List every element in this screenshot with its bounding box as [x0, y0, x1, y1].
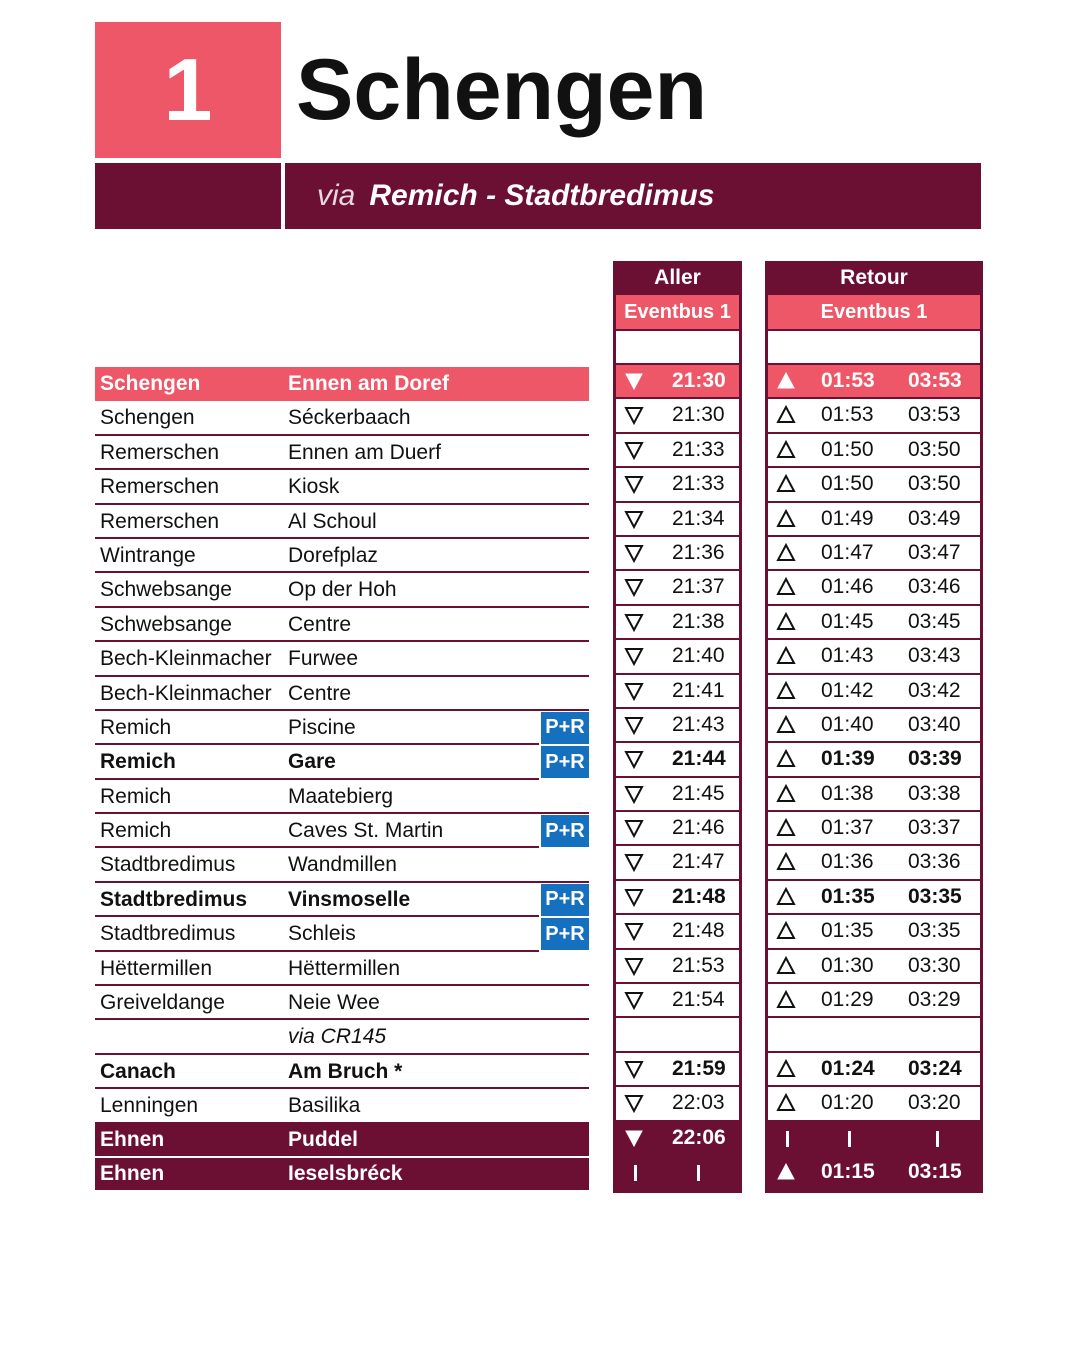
aller-subtitle: Eventbus 1: [616, 295, 739, 329]
park-and-ride-badge: P+R: [541, 884, 589, 916]
retour-time-2: 03:42: [908, 678, 961, 702]
stop-town: Remich: [100, 819, 172, 843]
aller-time-row: [616, 571, 739, 603]
retour-time-row: [768, 778, 980, 810]
aller-column: [613, 261, 742, 1193]
stop-name: Ennen am Doref: [288, 372, 450, 395]
stop-town: Remich: [100, 750, 176, 774]
stop-row: [95, 505, 589, 539]
aller-time-row: [616, 537, 739, 569]
retour-time-1: 01:50: [821, 472, 874, 496]
triangle-up-icon: [776, 405, 796, 425]
retour-time-2: 03:53: [908, 403, 961, 427]
stop-name: Gare: [288, 750, 336, 774]
aller-time: 21:41: [672, 678, 725, 702]
retour-time-row: [768, 640, 980, 672]
triangle-up-icon: [776, 1059, 796, 1079]
triangle-down-icon: [624, 646, 644, 666]
via-band: [285, 163, 981, 229]
aller-time: 21:48: [672, 919, 725, 943]
retour-time-2: 03:35: [908, 884, 962, 908]
aller-time: 22:03: [672, 1091, 725, 1115]
triangle-up-icon: [776, 1162, 796, 1182]
aller-time: 21:30: [672, 369, 726, 392]
triangle-down-icon: [624, 371, 644, 391]
aller-time-row: [616, 434, 739, 466]
stop-name: Furwee: [288, 647, 359, 671]
stop-row: [95, 573, 589, 607]
stop-row: [95, 780, 589, 814]
stop-name: Neie Wee: [288, 991, 380, 1015]
retour-time-row: [768, 915, 980, 947]
aller-time: 21:40: [672, 644, 725, 668]
pass-bar: [936, 1131, 939, 1147]
triangle-up-icon: [776, 681, 796, 701]
triangle-up-icon: [776, 715, 796, 735]
aller-time: 21:43: [672, 712, 725, 736]
stop-name: Piscine: [288, 715, 356, 739]
triangle-up-icon: [776, 818, 796, 838]
retour-time-row: [768, 571, 980, 603]
stop-name: Am Bruch *: [288, 1059, 403, 1083]
aller-time: 21:59: [672, 1056, 726, 1080]
retour-time-2: 03:50: [908, 437, 961, 461]
aller-time-row: [616, 709, 739, 741]
header-band-left: [95, 163, 281, 229]
retour-time-2: 03:49: [908, 506, 961, 530]
aller-time-row: [616, 984, 739, 1016]
aller-time: 21:37: [672, 575, 725, 599]
aller-time-row: [616, 640, 739, 672]
stop-name: Séckerbaach: [288, 406, 411, 430]
aller-time: 21:47: [672, 850, 725, 874]
retour-time-row: [768, 812, 980, 844]
stop-town: Remerschen: [100, 440, 220, 464]
stop-row: [95, 1055, 589, 1089]
triangle-up-icon: [776, 646, 796, 666]
retour-time-1: 01:30: [821, 953, 874, 977]
triangle-down-icon: [624, 405, 644, 425]
stop-name: Caves St. Martin: [288, 819, 444, 843]
stop-row: [95, 539, 589, 573]
stop-name: Wandmillen: [288, 853, 397, 877]
retour-time-1: 01:24: [821, 1056, 875, 1080]
retour-time-1: 01:39: [821, 747, 875, 771]
aller-time-row: [616, 915, 739, 947]
triangle-up-icon: [776, 990, 796, 1010]
retour-time-1: 01:29: [821, 988, 874, 1012]
triangle-down-icon: [624, 749, 644, 769]
aller-time-row: [616, 399, 739, 431]
retour-time-2: 03:24: [908, 1056, 962, 1080]
retour-time-2: 03:46: [908, 575, 961, 599]
stop-town: Schengen: [100, 372, 201, 395]
stop-row: [95, 1089, 589, 1123]
retour-time-2: 03:35: [908, 919, 961, 943]
stop-town: Remich: [100, 715, 172, 739]
retour-time-1: 01:40: [821, 712, 874, 736]
stop-town: Remich: [100, 784, 172, 808]
retour-time-1: 01:37: [821, 816, 874, 840]
aller-time-row: [616, 812, 739, 844]
aller-time: 21:34: [672, 506, 725, 530]
via-route: Remich - Stadtbredimus: [369, 179, 715, 212]
aller-time: 21:36: [672, 540, 725, 564]
stop-row: [95, 952, 589, 986]
pass-bar: [848, 1131, 851, 1147]
retour-time-row: [768, 1156, 980, 1188]
retour-time-1: 01:45: [821, 609, 874, 633]
retour-time-1: 01:15: [821, 1159, 875, 1183]
triangle-up-icon: [776, 612, 796, 632]
stop-row: [95, 608, 589, 642]
triangle-down-icon: [624, 852, 644, 872]
retour-time-row: [768, 846, 980, 878]
stop-town: Remerschen: [100, 475, 220, 499]
triangle-down-icon: [624, 818, 644, 838]
stop-row: [95, 1124, 589, 1156]
park-and-ride-badge: P+R: [541, 918, 589, 950]
stop-row: [95, 1020, 589, 1054]
aller-title: Aller: [654, 266, 701, 289]
stop-row: [95, 814, 589, 848]
retour-time-1: 01:42: [821, 678, 874, 702]
triangle-up-icon: [776, 577, 796, 597]
stop-row: [95, 367, 589, 401]
aller-time-row: [616, 468, 739, 500]
triangle-up-icon: [776, 852, 796, 872]
triangle-down-icon: [624, 784, 644, 804]
triangle-up-icon: [776, 887, 796, 907]
pass-bar: [634, 1165, 637, 1181]
stop-town: Ehnen: [100, 1127, 165, 1151]
retour-time-2: 03:38: [908, 781, 961, 805]
triangle-up-icon: [776, 1093, 796, 1113]
stop-name: Op der Hoh: [288, 578, 397, 602]
aller-time-row: [616, 881, 739, 913]
stop-town: Schwebsange: [100, 612, 232, 636]
triangle-down-icon: [624, 509, 644, 529]
stop-row: [95, 711, 589, 745]
retour-time-row: [768, 434, 980, 466]
triangle-down-icon: [624, 1059, 644, 1079]
triangle-down-icon: [624, 543, 644, 563]
stops-list: [95, 367, 589, 1192]
triangle-up-icon: [776, 474, 796, 494]
aller-time: 21:33: [672, 472, 725, 496]
retour-time-2: 03:20: [908, 1091, 961, 1115]
aller-time: 22:06: [672, 1125, 726, 1149]
stop-town: Schengen: [100, 406, 195, 430]
triangle-up-icon: [776, 956, 796, 976]
pass-bar: [786, 1131, 789, 1147]
aller-time-row: [616, 1122, 739, 1154]
retour-time-1: 01:53: [821, 369, 875, 392]
stop-row: [95, 401, 589, 435]
triangle-down-icon: [624, 921, 644, 941]
retour-time-1: 01:53: [821, 403, 874, 427]
aller-time-row: [616, 778, 739, 810]
retour-time-1: 01:35: [821, 884, 875, 908]
aller-time: 21:38: [672, 609, 725, 633]
aller-time: 21:46: [672, 816, 725, 840]
retour-time-row: [768, 365, 980, 397]
aller-time-row: [616, 1018, 739, 1050]
stop-town: Greiveldange: [100, 991, 225, 1015]
retour-time-row: [768, 743, 980, 775]
retour-column: [765, 261, 983, 1193]
retour-time-row: [768, 881, 980, 913]
retour-time-row: [768, 1087, 980, 1119]
triangle-down-icon: [624, 681, 644, 701]
retour-time-row: [768, 984, 980, 1016]
retour-time-row: [768, 1122, 980, 1154]
retour-time-2: 03:53: [908, 369, 962, 392]
aller-time-row: [616, 743, 739, 775]
retour-time-1: 01:50: [821, 437, 874, 461]
retour-time-row: [768, 606, 980, 638]
stop-row: [95, 1158, 589, 1190]
stop-row: [95, 986, 589, 1020]
triangle-up-icon: [776, 921, 796, 941]
triangle-down-icon: [624, 1093, 644, 1113]
stop-town: Bech-Kleinmacher: [100, 647, 272, 671]
stop-name: Ennen am Duerf: [288, 440, 441, 464]
retour-time-2: 03:43: [908, 644, 961, 668]
aller-time-row: [616, 1087, 739, 1119]
triangle-down-icon: [624, 1128, 644, 1148]
aller-time: 21:30: [672, 403, 725, 427]
retour-time-1: 01:49: [821, 506, 874, 530]
retour-time-row: [768, 709, 980, 741]
aller-time: 21:44: [672, 747, 726, 771]
stop-town: Canach: [100, 1059, 176, 1083]
stop-name: Ieselsbréck: [288, 1161, 403, 1185]
triangle-down-icon: [624, 577, 644, 597]
stop-row: [95, 917, 589, 951]
pass-bar: [697, 1165, 700, 1181]
stop-name: Centre: [288, 612, 352, 636]
retour-time-row: [768, 537, 980, 569]
stop-name: Al Schoul: [288, 509, 377, 533]
retour-time-2: 03:40: [908, 712, 961, 736]
triangle-up-icon: [776, 749, 796, 769]
park-and-ride-badge: P+R: [541, 746, 589, 778]
aller-time-row: [616, 950, 739, 982]
retour-time-row: [768, 1018, 980, 1050]
retour-time-2: 03:37: [908, 816, 961, 840]
triangle-down-icon: [624, 990, 644, 1010]
retour-times: [765, 365, 983, 1188]
retour-time-2: 03:36: [908, 850, 961, 874]
stop-row: [95, 883, 589, 917]
retour-time-1: 01:35: [821, 919, 874, 943]
retour-time-row: [768, 468, 980, 500]
aller-blank: [616, 331, 739, 363]
triangle-down-icon: [624, 612, 644, 632]
retour-time-row: [768, 399, 980, 431]
retour-time-1: 01:46: [821, 575, 874, 599]
retour-time-row: [768, 503, 980, 535]
stop-row: [95, 436, 589, 470]
stop-town: Schwebsange: [100, 578, 232, 602]
aller-time: 21:33: [672, 437, 725, 461]
aller-time-row: [616, 1053, 739, 1085]
stop-name: Vinsmoselle: [288, 887, 411, 911]
stop-row: [95, 470, 589, 504]
triangle-up-icon: [776, 784, 796, 804]
via-label: via: [317, 179, 356, 212]
retour-time-1: 01:20: [821, 1091, 874, 1115]
retour-time-2: 03:47: [908, 540, 961, 564]
retour-time-2: 03:39: [908, 747, 962, 771]
aller-time-row: [616, 503, 739, 535]
aller-time: 21:48: [672, 884, 726, 908]
aller-time: 21:45: [672, 781, 725, 805]
stop-name: via CR145: [288, 1025, 387, 1049]
retour-time-2: 03:30: [908, 953, 961, 977]
triangle-down-icon: [624, 887, 644, 907]
park-and-ride-badge: P+R: [541, 712, 589, 744]
aller-time-row: [616, 1156, 739, 1188]
stop-town: Ehnen: [100, 1161, 165, 1185]
triangle-up-icon: [776, 509, 796, 529]
stop-row: [95, 848, 589, 882]
stop-name: Centre: [288, 681, 352, 705]
triangle-up-icon: [776, 371, 796, 391]
retour-blank: [768, 331, 980, 363]
retour-time-2: 03:15: [908, 1159, 962, 1183]
triangle-down-icon: [624, 474, 644, 494]
stop-name: Hëttermillen: [288, 956, 401, 980]
retour-title: Retour: [840, 266, 908, 289]
triangle-down-icon: [624, 440, 644, 460]
aller-time-row: [616, 846, 739, 878]
aller-time: 21:54: [672, 988, 725, 1012]
stop-town: Hëttermillen: [100, 956, 213, 980]
aller-time: 21:53: [672, 953, 725, 977]
stop-town: Stadtbredimus: [100, 922, 236, 946]
stop-name: Puddel: [288, 1127, 359, 1151]
aller-times: [613, 365, 742, 1188]
triangle-down-icon: [624, 715, 644, 735]
retour-time-1: 01:38: [821, 781, 874, 805]
stop-town: Stadtbredimus: [100, 853, 236, 877]
aller-time-row: [616, 365, 739, 397]
triangle-up-icon: [776, 543, 796, 563]
retour-time-2: 03:45: [908, 609, 961, 633]
triangle-down-icon: [624, 956, 644, 976]
retour-time-1: 01:36: [821, 850, 874, 874]
stop-name: Basilika: [288, 1094, 361, 1118]
stop-town: Remerschen: [100, 509, 220, 533]
aller-time-row: [616, 606, 739, 638]
stop-town: Lenningen: [100, 1094, 199, 1118]
retour-time-1: 01:47: [821, 540, 874, 564]
stop-row: [95, 745, 589, 779]
retour-time-2: 03:50: [908, 472, 961, 496]
retour-time-row: [768, 1053, 980, 1085]
stop-name: Kiosk: [288, 475, 340, 499]
stop-town: Wintrange: [100, 543, 196, 567]
stop-name: Dorefplaz: [288, 543, 378, 567]
destination-title: Schengen: [296, 42, 707, 138]
retour-time-1: 01:43: [821, 644, 874, 668]
aller-time-row: [616, 675, 739, 707]
stop-row: [95, 642, 589, 676]
retour-time-row: [768, 950, 980, 982]
stop-town: Stadtbredimus: [100, 887, 248, 911]
line-number: 1: [163, 40, 213, 139]
triangle-up-icon: [776, 440, 796, 460]
retour-time-2: 03:29: [908, 988, 961, 1012]
park-and-ride-badge: P+R: [541, 815, 589, 847]
stop-town: Bech-Kleinmacher: [100, 681, 272, 705]
retour-subtitle: Eventbus 1: [768, 295, 980, 329]
stop-row: [95, 677, 589, 711]
retour-time-row: [768, 675, 980, 707]
stop-name: Maatebierg: [288, 784, 394, 808]
stop-name: Schleis: [288, 922, 356, 946]
line-number-badge: [95, 22, 281, 158]
